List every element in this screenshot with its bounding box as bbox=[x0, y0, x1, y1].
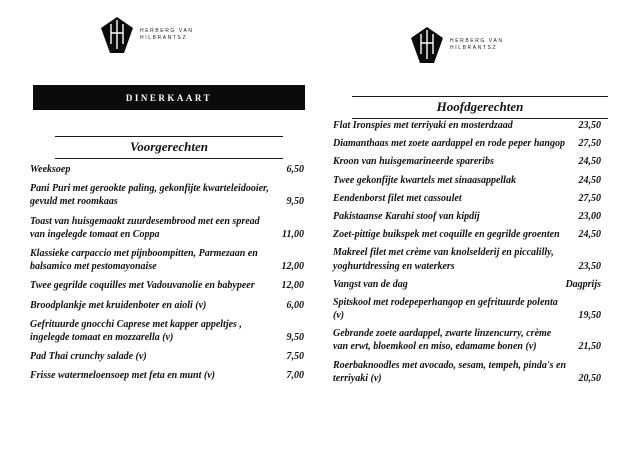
item-name: Makreel filet met crème van knolselderij en piccalilly, yoghurtdressing en waterkers bbox=[333, 247, 554, 272]
item-price: 24,50 bbox=[578, 174, 601, 186]
monogram-logo-icon bbox=[100, 16, 134, 54]
item-price: 7,50 bbox=[286, 351, 304, 363]
voorgerechten-list bbox=[30, 163, 304, 388]
menu-item-row bbox=[30, 318, 304, 344]
item-name: Weeksoep bbox=[30, 164, 71, 175]
item-name: Twee gegrilde coquilles met Vadouvanolie en babypeer bbox=[30, 280, 255, 292]
item-name: Flat Ironspies met terriyaki en mosterdzaad bbox=[333, 120, 513, 131]
item-price: 9,50 bbox=[286, 196, 304, 208]
item-name: Eendenborst filet met cassoulet bbox=[333, 192, 462, 204]
item-price: 27,50 bbox=[578, 192, 601, 204]
item-name: Diamanthaas met zoete aardappel en rode peper hangop bbox=[333, 138, 565, 150]
brand-name bbox=[450, 39, 504, 51]
menu-item-row bbox=[333, 278, 601, 291]
brand-left bbox=[100, 16, 194, 54]
item-name: Toast van huisgemaakt zuurdesembrood met een spread van ingelegde tomaat en Coppa bbox=[30, 215, 260, 240]
item-name: Pad Thai crunchy salade (v) bbox=[30, 351, 147, 363]
item-price: 11,00 bbox=[282, 228, 304, 240]
brand-name-line2: HILBRANTSZ bbox=[140, 35, 188, 41]
item-name: Zoet-pittige buikspek met coquille en gegrilde groenten bbox=[333, 229, 560, 241]
item-name: Pakistaanse Karahi stoof van kipdij bbox=[333, 210, 480, 222]
item-price: Dagprijs bbox=[565, 278, 601, 290]
menu-item-row bbox=[333, 155, 601, 168]
menu-item-row bbox=[333, 327, 601, 353]
item-price: 6,50 bbox=[286, 164, 304, 175]
item-price: 24,50 bbox=[578, 229, 601, 241]
item-price: 19,50 bbox=[578, 310, 601, 322]
brand-right bbox=[410, 26, 504, 64]
item-name: Kroon van huisgemarineerde spareribs bbox=[333, 156, 494, 168]
item-price: 20,50 bbox=[578, 372, 601, 384]
menu-item-row bbox=[30, 163, 304, 176]
brand-name-line2: HILBRANTSZ bbox=[450, 45, 498, 51]
item-price: 12,00 bbox=[281, 280, 304, 292]
menu-item-row bbox=[30, 215, 304, 241]
brand-name-line1: HERBERG VAN bbox=[140, 28, 194, 34]
item-name: Vangst van de dag bbox=[333, 278, 408, 290]
item-name: Pani Puri met gerookte paling, gekonfijte kwarteleidooier, gevuld met roomkaas bbox=[30, 183, 269, 208]
menu-item-row bbox=[333, 246, 601, 272]
item-price: 23,00 bbox=[578, 210, 601, 222]
menu-item-row bbox=[30, 279, 304, 292]
brand-name bbox=[140, 29, 194, 41]
item-price: 23,50 bbox=[578, 120, 601, 131]
section-title-voorgerechten: Voorgerechten bbox=[55, 136, 283, 159]
menu-item-row bbox=[30, 182, 304, 208]
menu-item-row bbox=[30, 299, 304, 312]
menu-item-row bbox=[333, 359, 601, 385]
item-price: 12,00 bbox=[281, 261, 304, 273]
menu-item-row bbox=[30, 369, 304, 382]
item-name: Gebrande zoete aardappel, zwarte linzencurry, crème van erwt, bloemkool en miso, edamame bonen (v) bbox=[333, 328, 552, 353]
menu-item-row bbox=[333, 296, 601, 322]
menu-title-banner: DINERKAART bbox=[33, 85, 305, 110]
menu-item-row bbox=[333, 210, 601, 223]
menu-item-row bbox=[333, 228, 601, 241]
menu-item-row bbox=[333, 174, 601, 187]
hoofdgerechten-list bbox=[333, 119, 601, 390]
item-price: 23,50 bbox=[578, 260, 601, 272]
menu-item-row bbox=[333, 119, 601, 132]
item-price: 7,00 bbox=[286, 370, 304, 382]
menu-item-row bbox=[333, 137, 601, 150]
item-name: Twee gekonfijte kwartels met sinaasappellak bbox=[333, 174, 516, 186]
monogram-logo-icon bbox=[410, 26, 444, 64]
item-price: 9,50 bbox=[286, 331, 304, 343]
item-price: 24,50 bbox=[578, 156, 601, 168]
brand-name-line1: HERBERG VAN bbox=[450, 38, 504, 44]
item-name: Gefrituurde gnocchi Caprese met kapper appeltjes , ingelegde tomaat en mozzarella (v) bbox=[30, 318, 242, 343]
item-name: Spitskool met rodepeperhangop en gefrituurde polenta (v) bbox=[333, 296, 558, 322]
menu-item-row bbox=[30, 350, 304, 363]
menu-item-row bbox=[333, 192, 601, 205]
item-price: 6,00 bbox=[286, 299, 304, 311]
item-name: Broodplankje met kruidenboter en aioli (v) bbox=[30, 299, 207, 311]
item-name: Frisse watermeloensoep met feta en munt (v) bbox=[30, 370, 215, 382]
item-name: Klassieke carpaccio met pijnboompitten, Parmezaan en balsamico met pestomayonaise bbox=[30, 247, 258, 273]
item-price: 27,50 bbox=[578, 138, 601, 150]
menu-item-row bbox=[30, 247, 304, 273]
section-title-hoofdgerechten: Hoofdgerechten bbox=[352, 96, 608, 119]
item-name: Roerbaknoodles met avocado, sesam, tempeh, pinda's en terriyaki (v) bbox=[333, 359, 567, 384]
item-price: 21,50 bbox=[578, 341, 601, 353]
